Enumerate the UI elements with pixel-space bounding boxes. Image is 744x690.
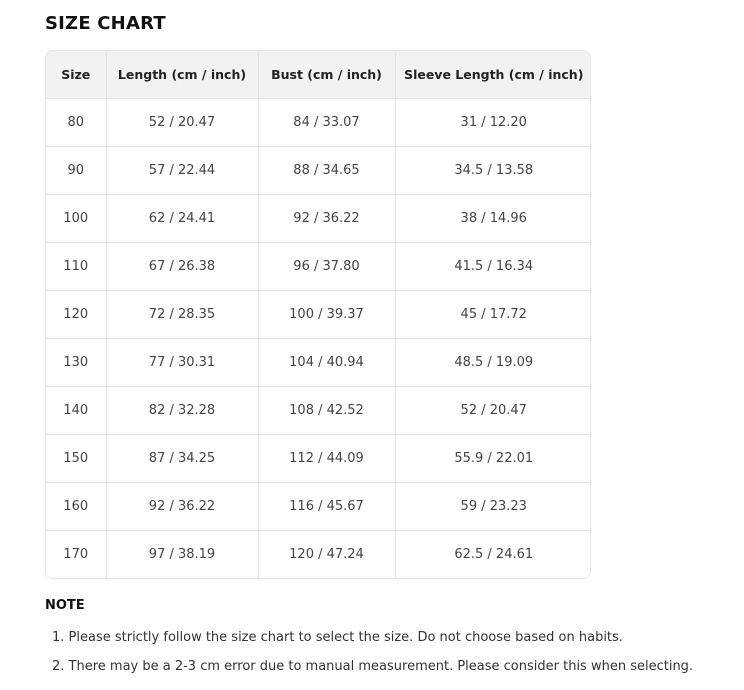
cell-bust: 100 / 39.37 — [258, 291, 395, 339]
cell-size: 110 — [46, 243, 106, 291]
note-item: 1. Please strictly follow the size chart to select the size. Do not choose based on habits. — [52, 630, 623, 645]
table-row — [46, 531, 591, 579]
cell-size: 170 — [46, 531, 106, 579]
cell-length: 77 / 30.31 — [106, 339, 258, 387]
cell-sleeve-length: 31 / 12.20 — [395, 99, 591, 147]
cell-size: 140 — [46, 387, 106, 435]
table-header-row — [46, 51, 591, 99]
table-row — [46, 435, 591, 483]
cell-sleeve-length: 38 / 14.96 — [395, 195, 591, 243]
cell-size: 150 — [46, 435, 106, 483]
cell-sleeve-length: 52 / 20.47 — [395, 387, 591, 435]
page-title: SIZE CHART — [45, 13, 166, 34]
cell-bust: 96 / 37.80 — [258, 243, 395, 291]
table-row — [46, 99, 591, 147]
cell-bust: 116 / 45.67 — [258, 483, 395, 531]
table-row — [46, 483, 591, 531]
size-table — [46, 51, 591, 578]
cell-length: 52 / 20.47 — [106, 99, 258, 147]
header-length: Length (cm / inch) — [106, 51, 258, 99]
cell-length: 62 / 24.41 — [106, 195, 258, 243]
cell-sleeve-length: 48.5 / 19.09 — [395, 339, 591, 387]
header-size: Size — [46, 51, 106, 99]
size-table-container — [45, 50, 591, 579]
cell-sleeve-length: 34.5 / 13.58 — [395, 147, 591, 195]
cell-length: 67 / 26.38 — [106, 243, 258, 291]
cell-sleeve-length: 55.9 / 22.01 — [395, 435, 591, 483]
cell-bust: 104 / 40.94 — [258, 339, 395, 387]
cell-sleeve-length: 41.5 / 16.34 — [395, 243, 591, 291]
cell-bust: 92 / 36.22 — [258, 195, 395, 243]
cell-length: 72 / 28.35 — [106, 291, 258, 339]
table-row — [46, 291, 591, 339]
cell-length: 92 / 36.22 — [106, 483, 258, 531]
table-row — [46, 147, 591, 195]
cell-bust: 108 / 42.52 — [258, 387, 395, 435]
table-row — [46, 387, 591, 435]
header-sleeve-length: Sleeve Length (cm / inch) — [395, 51, 591, 99]
table-row — [46, 195, 591, 243]
cell-sleeve-length: 62.5 / 24.61 — [395, 531, 591, 579]
cell-size: 100 — [46, 195, 106, 243]
table-row — [46, 339, 591, 387]
cell-size: 90 — [46, 147, 106, 195]
cell-size: 160 — [46, 483, 106, 531]
cell-size: 130 — [46, 339, 106, 387]
note-heading: NOTE — [45, 598, 85, 613]
cell-bust: 84 / 33.07 — [258, 99, 395, 147]
header-bust: Bust (cm / inch) — [258, 51, 395, 99]
cell-sleeve-length: 45 / 17.72 — [395, 291, 591, 339]
cell-size: 120 — [46, 291, 106, 339]
cell-bust: 88 / 34.65 — [258, 147, 395, 195]
cell-sleeve-length: 59 / 23.23 — [395, 483, 591, 531]
cell-length: 57 / 22.44 — [106, 147, 258, 195]
cell-length: 87 / 34.25 — [106, 435, 258, 483]
cell-size: 80 — [46, 99, 106, 147]
cell-bust: 112 / 44.09 — [258, 435, 395, 483]
note-item: 2. There may be a 2-3 cm error due to manual measurement. Please consider this when selecting. — [52, 659, 694, 674]
note-list — [52, 628, 693, 686]
cell-length: 82 / 32.28 — [106, 387, 258, 435]
table-row — [46, 243, 591, 291]
cell-length: 97 / 38.19 — [106, 531, 258, 579]
cell-bust: 120 / 47.24 — [258, 531, 395, 579]
